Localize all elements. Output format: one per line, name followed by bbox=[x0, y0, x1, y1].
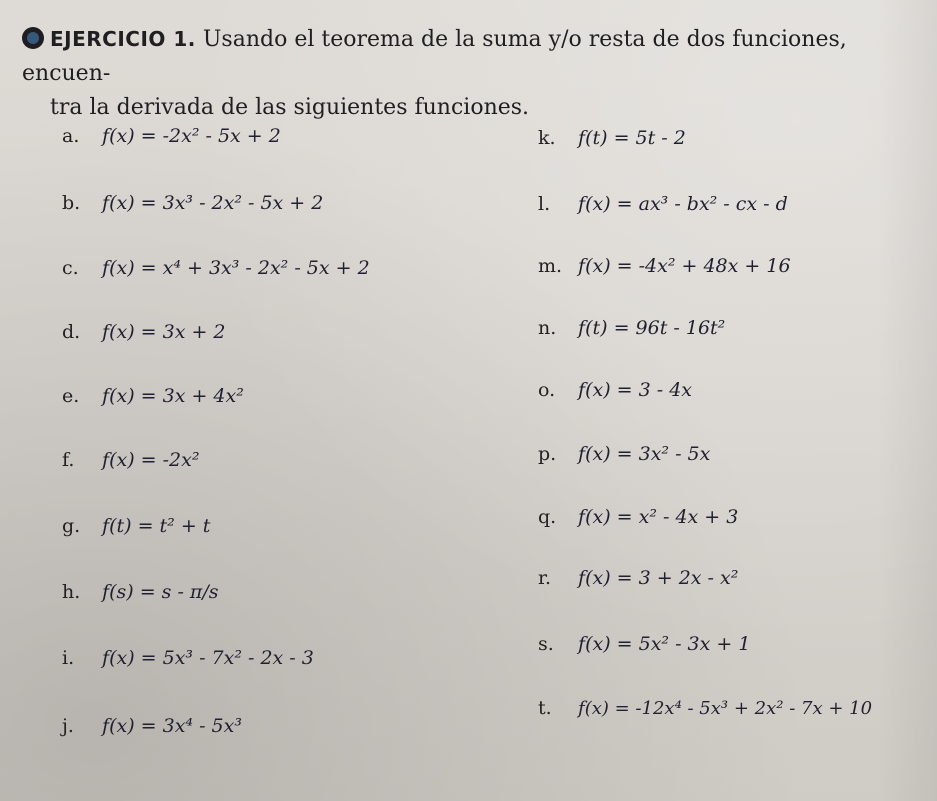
list-item bbox=[538, 630, 750, 658]
item-letter: a. bbox=[62, 125, 80, 147]
item-function: f(x) = 3x + 4x² bbox=[102, 385, 244, 407]
item-letter: b. bbox=[62, 192, 81, 214]
list-item bbox=[62, 578, 219, 606]
item-function: f(x) = -2x² bbox=[102, 449, 200, 471]
item-function: f(x) = x² - 4x + 3 bbox=[578, 506, 739, 528]
item-function: f(x) = -2x² - 5x + 2 bbox=[102, 125, 281, 147]
item-function: f(x) = 5x² - 3x + 1 bbox=[578, 633, 751, 655]
item-letter: j. bbox=[62, 715, 74, 737]
item-function: f(t) = t² + t bbox=[102, 515, 211, 537]
item-letter: g. bbox=[62, 515, 81, 537]
list-item bbox=[538, 124, 686, 152]
list-item bbox=[62, 512, 210, 540]
list-item bbox=[62, 446, 199, 474]
item-function: f(t) = 5t - 2 bbox=[578, 127, 686, 149]
item-function: f(x) = 5x³ - 7x² - 2x - 3 bbox=[102, 647, 314, 669]
item-letter: o. bbox=[538, 379, 556, 401]
item-function: f(x) = 3x³ - 2x² - 5x + 2 bbox=[102, 192, 324, 214]
list-item bbox=[538, 314, 725, 342]
item-letter: h. bbox=[62, 581, 81, 603]
page-edge-shadow bbox=[877, 0, 937, 801]
instruction-line-2: tra la derivada de las siguientes funciones. bbox=[50, 95, 530, 120]
list-item bbox=[62, 318, 226, 346]
list-item bbox=[62, 189, 323, 217]
item-letter: f. bbox=[62, 449, 75, 471]
item-letter: c. bbox=[62, 257, 79, 279]
item-function: f(x) = 3 + 2x - x² bbox=[578, 567, 739, 589]
list-item bbox=[538, 440, 710, 468]
item-function: f(x) = -12x⁴ - 5x³ + 2x² - 7x + 10 bbox=[578, 698, 873, 719]
list-item bbox=[538, 252, 791, 280]
item-letter: i. bbox=[62, 647, 75, 669]
item-function: f(x) = -4x² + 48x + 16 bbox=[578, 255, 791, 277]
list-item bbox=[538, 376, 692, 404]
item-letter: q. bbox=[538, 506, 557, 528]
item-letter: t. bbox=[538, 697, 552, 719]
item-function: f(x) = 3x⁴ - 5x³ bbox=[102, 715, 242, 737]
item-letter: d. bbox=[62, 321, 81, 343]
list-item bbox=[538, 190, 788, 218]
list-item bbox=[62, 644, 314, 672]
list-item bbox=[538, 503, 738, 531]
item-function: f(x) = 3x² - 5x bbox=[578, 443, 711, 465]
item-letter: p. bbox=[538, 443, 557, 465]
exercise-header bbox=[22, 22, 922, 125]
item-letter: s. bbox=[538, 633, 554, 655]
item-letter: r. bbox=[538, 567, 552, 589]
item-function: f(x) = 3x + 2 bbox=[102, 321, 226, 343]
item-letter: n. bbox=[538, 317, 557, 339]
list-item bbox=[538, 694, 872, 723]
instruction-line-1: Usando el teorema de la suma y/o resta de dos funciones, encuen- bbox=[22, 27, 847, 86]
item-letter: k. bbox=[538, 127, 556, 149]
exercise-label: EJERCICIO 1. bbox=[50, 27, 196, 51]
list-item bbox=[538, 564, 738, 592]
list-item bbox=[62, 254, 370, 282]
item-function: f(x) = x⁴ + 3x³ - 2x² - 5x + 2 bbox=[102, 257, 370, 279]
item-function: f(t) = 96t - 16t² bbox=[578, 317, 726, 339]
item-letter: l. bbox=[538, 193, 551, 215]
list-item bbox=[62, 382, 244, 410]
item-function: f(x) = ax³ - bx² - cx - d bbox=[578, 193, 788, 215]
item-function: f(s) = s - π/s bbox=[102, 581, 219, 603]
exercise-bullet-icon bbox=[22, 27, 44, 49]
item-function: f(x) = 3 - 4x bbox=[578, 379, 693, 401]
list-item bbox=[62, 122, 281, 150]
list-item bbox=[62, 712, 242, 740]
item-letter: m. bbox=[538, 255, 563, 277]
item-letter: e. bbox=[62, 385, 80, 407]
